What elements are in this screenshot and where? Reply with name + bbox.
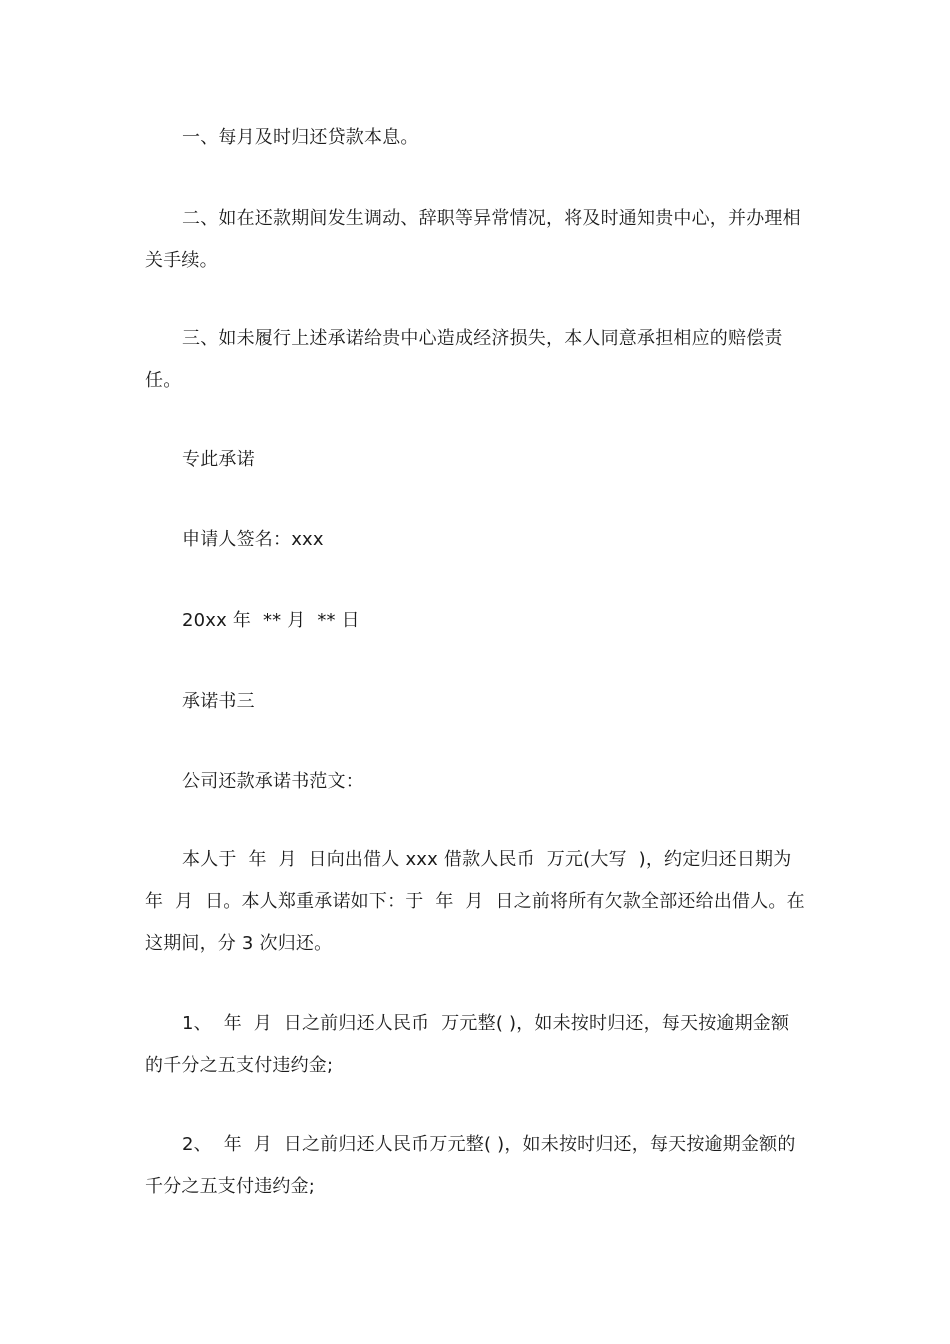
loan-statement-paragraph: 本人于 年 月 日向出借人 xxx 借款人民币 万元(大写 )，约定归还日期为 年 月 日。本人郑重承诺如下：于 年 月 日之前将所有欠款全部还给出借人。在这期间，分 3 次归还。 — [145, 849, 805, 954]
installment-one-paragraph: 1、 年 月 日之前归还人民币 万元整( )，如未按时归还，每天按逾期金额的千分之五支付违约金; — [145, 1013, 790, 1076]
installment-two-paragraph: 2、 年 月 日之前归还人民币万元整( )，如未按时归还，每天按逾期金额的千分之五支付违约金; — [145, 1134, 796, 1197]
applicant-signature-line: 申请人签名：xxx — [182, 529, 324, 550]
item-two-paragraph: 二、如在还款期间发生调动、辞职等异常情况，将及时通知贵中心，并办理相关手续。 — [145, 208, 801, 271]
sample-title: 公司还款承诺书范文： — [182, 771, 364, 792]
date-line: 20xx 年 ** 月 ** 日 — [182, 610, 360, 631]
section-heading: 承诺书三 — [182, 691, 255, 712]
item-one-paragraph: 一、每月及时归还贷款本息。 — [182, 127, 419, 148]
item-three-paragraph: 三、如未履行上述承诺给贵中心造成经济损失，本人同意承担相应的赔偿责任。 — [145, 328, 783, 391]
closing-statement: 专此承诺 — [182, 449, 255, 470]
